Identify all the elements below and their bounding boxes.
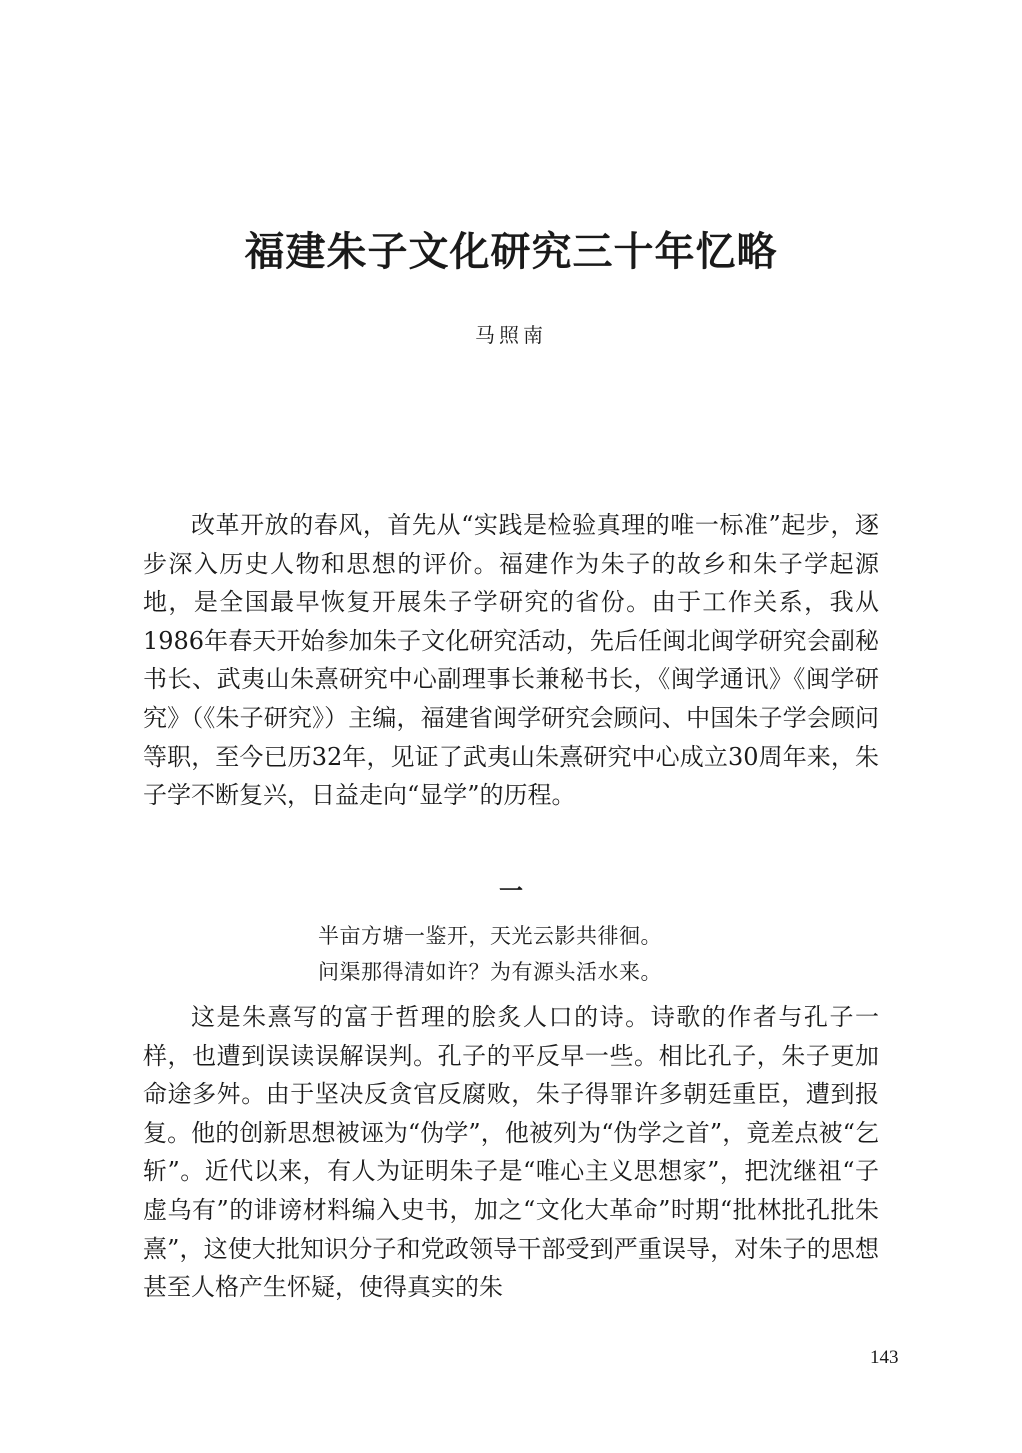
article-title: 福建朱子文化研究三十年忆略 xyxy=(244,228,778,275)
body-paragraph-intro: 改革开放的春风，首先从“实践是检验真理的唯一标准”起步，逐步深入历史人物和思想的评价。福建作为朱子的故乡和朱子学起源地，是全国最早恢复开展朱子学研究的省份。由于工作关系，我从1986年春天开始参加朱子文化研究活动，先后任闽北闽学研究会副秘书长、武夷山朱熹研究中心副理事长兼秘书长，《闽学通讯》《闽学研究》（《朱子研究》）主编，福建省闽学研究会顾问、中国朱子学会顾问等职，至今已历32年，见证了武夷山朱熹研究中心成立30周年来，朱子学不断复兴，日益走向“显学”的历程。 xyxy=(143,511,879,810)
section-heading-number: 一 xyxy=(499,876,523,905)
author-name: 马照南 xyxy=(475,323,547,347)
poem-line-2: 问渠那得清如许？为有源头活水来。 xyxy=(318,960,662,984)
poem-quote xyxy=(318,918,818,990)
body-paragraph-section-one: 这是朱熹写的富于哲理的脍炙人口的诗。诗歌的作者与孔子一样，也遭到误读误解误判。孔子的平反早一些。相比孔子，朱子更加命途多舛。由于坚决反贪官反腐败，朱子得罪许多朝廷重臣，遭到报复。他的创新思想被诬为“伪学”，他被列为“伪学之首”，竟差点被“乞斩”。近代以来，有人为证明朱子是“唯心主义思想家”，把沈继祖“子虚乌有”的诽谤材料编入史书，加之“文化大革命”时期“批林批孔批朱熹”，这使大批知识分子和党政领导干部受到严重误导，对朱子的思想甚至人格产生怀疑，使得真实的朱 xyxy=(143,1003,879,1302)
poem-line-1: 半亩方塘一鉴开，天光云影共徘徊。 xyxy=(318,924,662,948)
page-number: 143 xyxy=(870,1347,899,1368)
